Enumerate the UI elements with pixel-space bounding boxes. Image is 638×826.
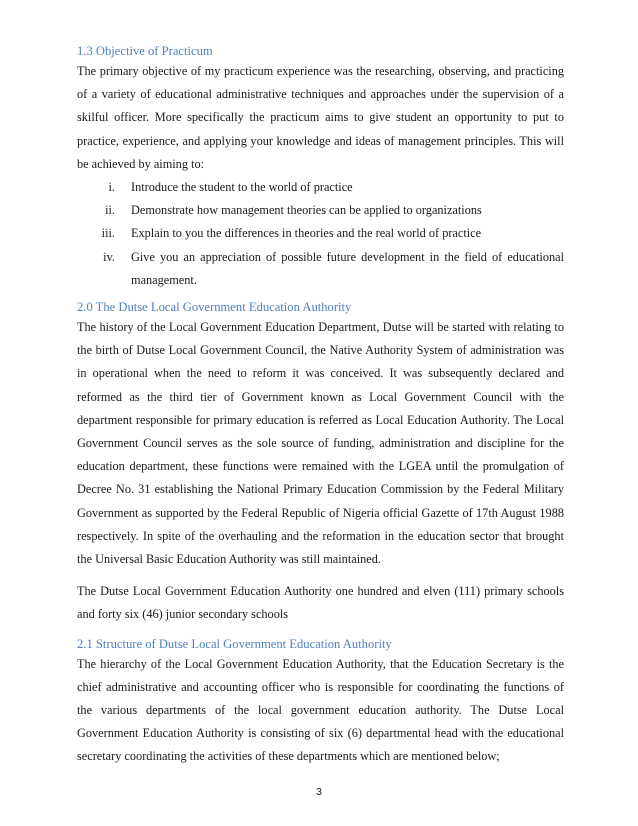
list-item-number: iii. <box>101 226 115 241</box>
section-heading-dutse-lgea: 2.0 The Dutse Local Government Education Authority <box>77 300 352 315</box>
objective-intro-paragraph: The primary objective of my practicum experience was the researching, observing, and practicing of a variety of educational administrative techniques and approaches under the supervision of a skilful officer. More specifically the practicum aims to give student an opportunity to put to practice, experience, and applying your knowledge and ideas of management principles. This will be achieved by aiming to: <box>77 64 564 171</box>
spacer <box>77 292 564 299</box>
list-item-text: Explain to you the differences in theories and the real world of practice <box>131 226 482 241</box>
objective-list <box>77 176 564 292</box>
section-heading-objective: 1.3 Objective of Practicum <box>77 44 213 58</box>
list-item-number: ii. <box>105 203 115 218</box>
spacer <box>77 627 564 636</box>
list-item <box>77 222 564 245</box>
page-number: 3 <box>316 786 322 798</box>
list-item <box>77 199 564 222</box>
spacer <box>77 571 564 580</box>
section-heading-structure: 2.1 Structure of Dutse Local Government Education Authority <box>77 636 392 651</box>
history-paragraph: The history of the Local Government Education Department, Dutse will be started with relating to the birth of Dutse Local Government Council, the Native Authority System of administration was in operational when the need to reform it was conceived. It was subsequently declared and reformed as the third tier of Government known as Local Government Council with the department responsible for primary education is referred as Local Education Authority. The Local Government Council serves as the sole source of funding, administration and discipline for the education department, these functions were remained with the LGEA until the promulgation of Decree No. 31 establishing the National Primary Education Commission by the Federal Military Government as supported by the Federal Republic of Nigeria official Gazette of 17th August 1988 respectively. In spite of the overhauling and the reformation in the education sector that brought the Universal Basic Education Authority was still maintained. <box>77 320 564 567</box>
list-item <box>77 246 564 292</box>
list-item-number: i. <box>108 180 115 195</box>
list-item-number: iv. <box>103 249 115 264</box>
list-item-text: Introduce the student to the world of practice <box>131 180 353 195</box>
structure-paragraph: The hierarchy of the Local Government Education Authority, that the Education Secretary is the chief administrative and accounting officer who is responsible for coordinating the functions of the various departments of the local government education authority. The Dutse Local Government Education Authority is consisting of six (6) departmental head with the educational secretary coordinating the activities of these departments which are mentioned below; <box>77 656 564 764</box>
list-item-text: Give you an appreciation of possible future development in the field of educational management. <box>131 249 564 287</box>
schools-paragraph: The Dutse Local Government Education Authority one hundred and elven (111) primary schools and forty six (46) junior secondary schools <box>77 584 564 622</box>
list-item-text: Demonstrate how management theories can be applied to organizations <box>131 203 482 218</box>
list-item <box>77 176 564 199</box>
